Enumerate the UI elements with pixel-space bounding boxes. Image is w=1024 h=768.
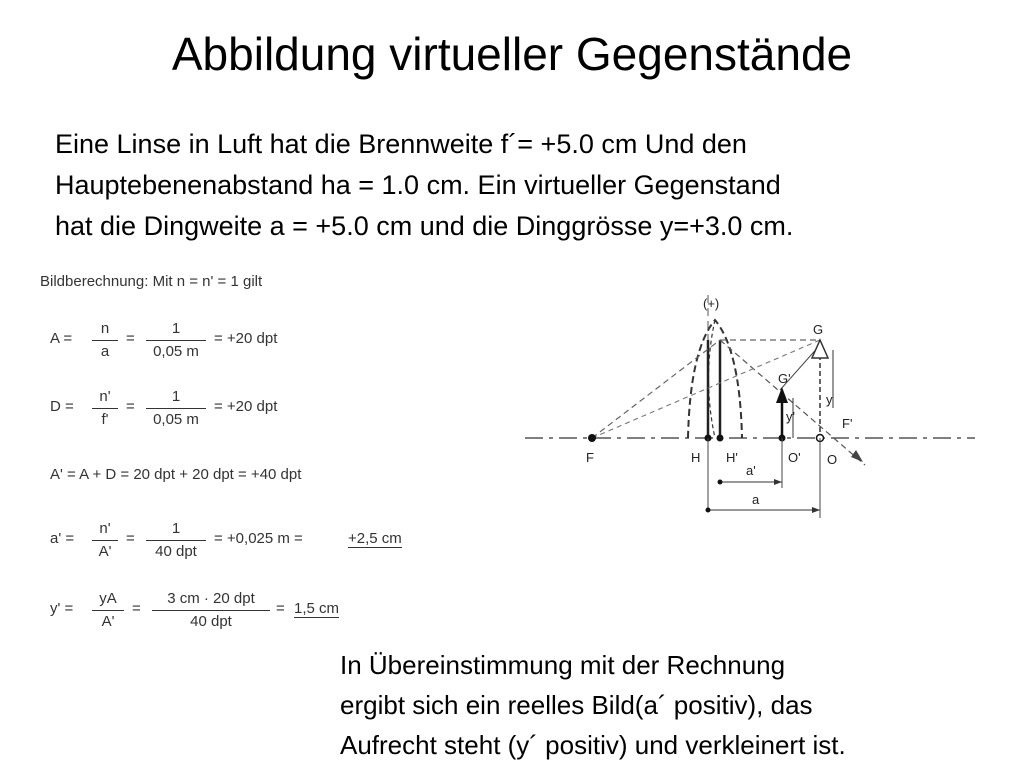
fraction: $\frac{1}{0,05 m}$ xyxy=(146,386,206,431)
label-F: F xyxy=(586,450,594,465)
equation-intermediate: = +0,025 m = xyxy=(214,530,303,547)
label-y: y xyxy=(826,392,833,407)
equals-sign: = xyxy=(126,330,135,347)
label-a: a xyxy=(752,492,760,507)
conclusion-line: ergibt sich ein reelles Bild(a´ positiv), das xyxy=(340,690,813,720)
ray-arrowhead xyxy=(851,450,863,462)
equation-text: A' = A + D = 20 dpt + 20 dpt = +40 dpt xyxy=(50,466,302,483)
a-prime-start-dot xyxy=(718,480,723,485)
lens-sign-label: (+) xyxy=(703,296,720,311)
label-H: H xyxy=(691,450,701,465)
calculation-header: Bildberechnung: Mit n = n' = 1 gilt xyxy=(40,273,263,290)
lens-outline xyxy=(688,320,742,438)
fraction: 1 40 dpt xyxy=(146,518,206,563)
calculation-block xyxy=(40,272,420,652)
ray-focal xyxy=(592,340,720,438)
a-arrowhead xyxy=(812,507,820,513)
a-start-dot xyxy=(706,508,711,513)
conclusion-line: In Übereinstimmung mit der Rechnung xyxy=(340,650,786,680)
label-H-prime: H' xyxy=(726,450,738,465)
equals-sign: = xyxy=(126,530,135,547)
label-y-prime: y' xyxy=(786,409,795,424)
equation-result: = +20 dpt xyxy=(214,330,278,347)
equals-sign: = xyxy=(276,600,285,617)
problem-line: Eine Linse in Luft hat die Brennweite f´= +5.0 cm Und den xyxy=(55,129,747,159)
label-G: G xyxy=(813,322,824,337)
fraction: $\frac{1}{0,05 m}$ xyxy=(146,318,206,363)
a-prime-arrowhead xyxy=(774,479,782,485)
equation-result-underlined: 1,5 cm xyxy=(294,600,340,617)
label-G-prime: G' xyxy=(778,371,791,386)
conclusion-line: Aufrecht steht (y´ positiv) und verkleinert ist. xyxy=(340,730,846,760)
equals-sign: = xyxy=(132,600,141,617)
label-F-prime: F' xyxy=(842,416,853,431)
equation-lhs: A = xyxy=(50,330,73,347)
conclusion-text xyxy=(340,645,1020,765)
lens-inner-curve xyxy=(709,320,716,438)
image-arrowhead xyxy=(776,387,788,403)
point-F xyxy=(588,434,596,442)
fraction: 3 cm · 20 dpt 40 dpt xyxy=(152,588,270,633)
ray-diagram xyxy=(520,290,980,525)
problem-line: Hauptebenenabstand ha = 1.0 cm. Ein virtueller Gegenstand xyxy=(55,170,781,200)
equation-result-underlined: +2,5 cm xyxy=(348,530,402,547)
slide-title: Abbildung virtueller Gegenstände xyxy=(171,28,853,80)
label-O-prime: O' xyxy=(788,450,801,465)
fraction: $\frac{n'}{A'}$ xyxy=(92,518,118,563)
equation-lhs: y' = xyxy=(50,600,74,617)
problem-statement xyxy=(55,124,1005,247)
equation-result: = +20 dpt xyxy=(214,398,278,415)
fraction: $\frac{n}{a}$ xyxy=(92,318,118,363)
problem-line: hat die Dingweite a = +5.0 cm und die Dinggrösse y=+3.0 cm. xyxy=(55,211,794,241)
fraction: $\frac{n'}{f'}$ xyxy=(92,386,118,431)
equation-lhs: a' = xyxy=(50,530,75,547)
equation-lhs: D = xyxy=(50,398,74,415)
label-a-prime: a' xyxy=(746,463,756,478)
fraction: $\frac{yA}{A'}$ xyxy=(92,588,124,633)
label-O: O xyxy=(827,452,838,467)
virtual-object-arrowhead xyxy=(812,340,828,358)
point-H-prime xyxy=(717,435,724,442)
equals-sign: = xyxy=(126,398,135,415)
